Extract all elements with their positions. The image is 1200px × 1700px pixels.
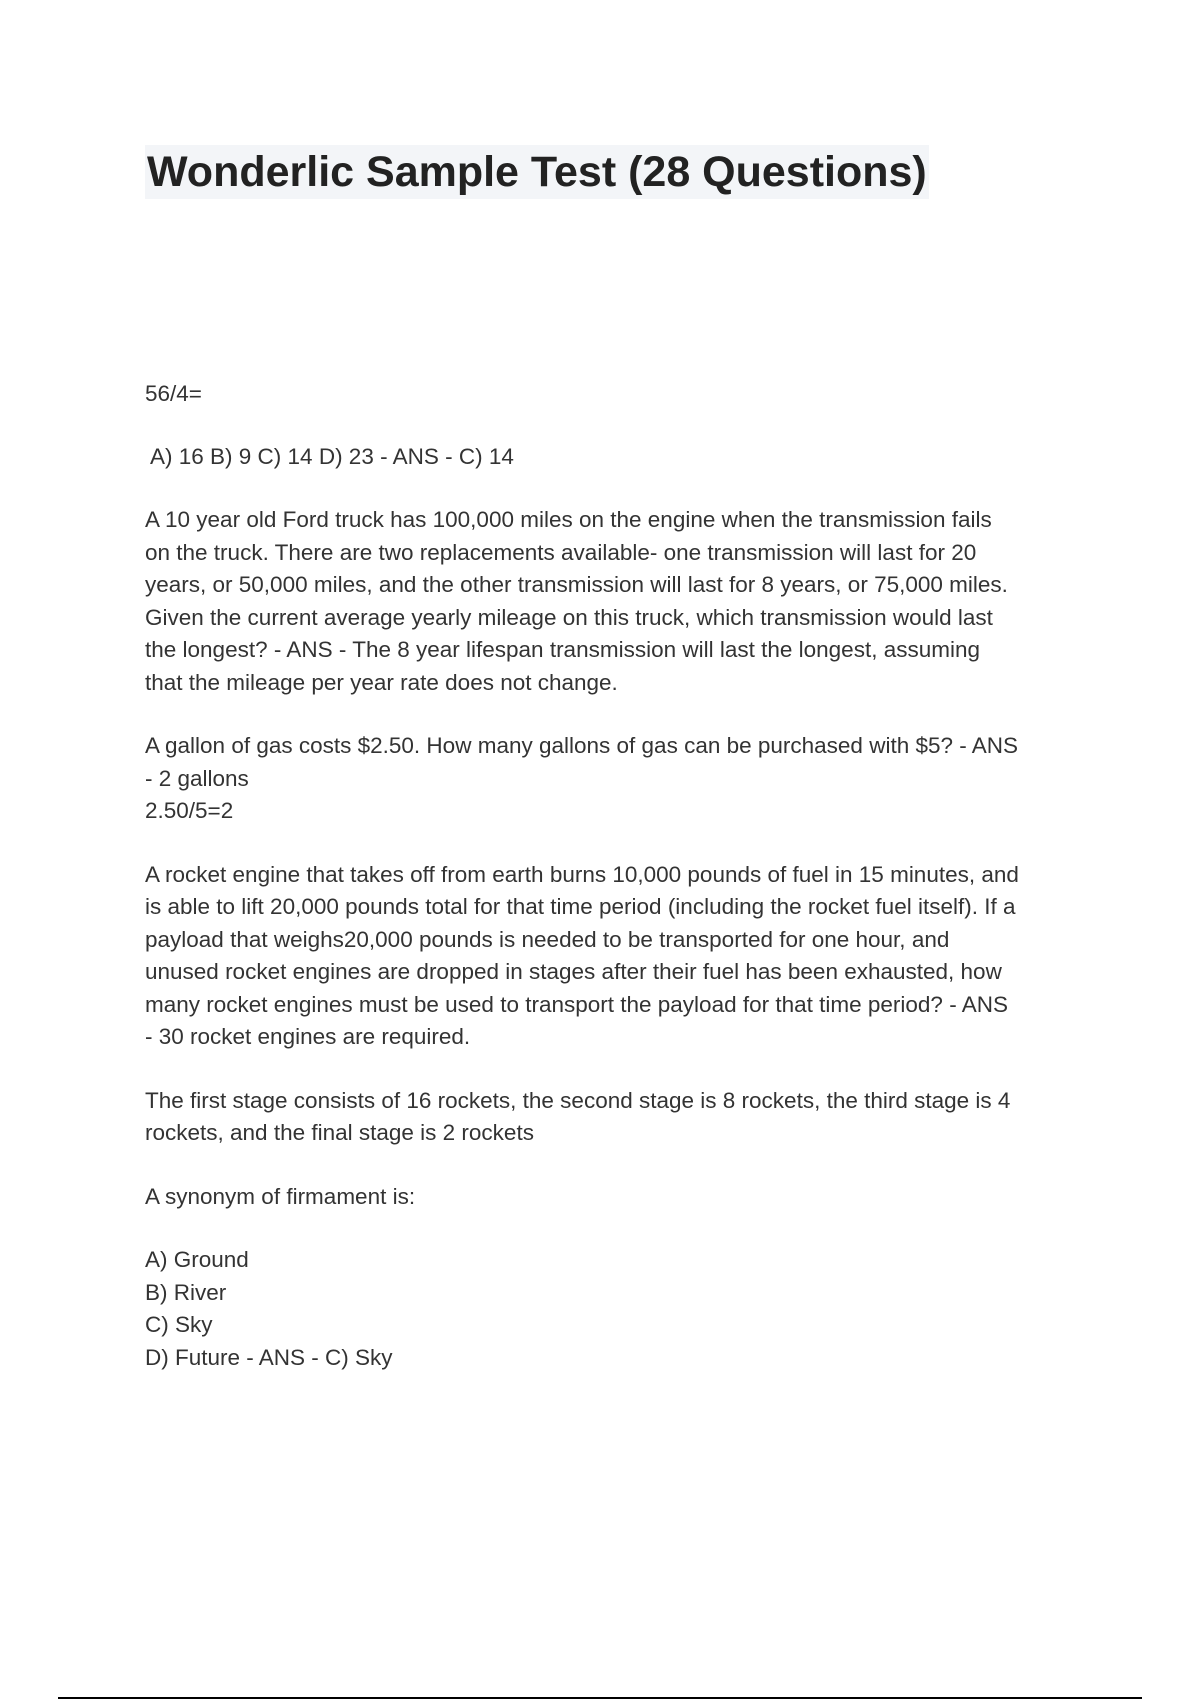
document-body [145, 378, 1095, 1374]
question-2-line: the longest? - ANS - The 8 year lifespan transmission will last the longest, assuming [145, 637, 980, 662]
question-4-line: A rocket engine that takes off from earth burns 10,000 pounds of fuel in 15 minutes, and [145, 861, 1019, 887]
option-item: D) Future - ANS - C) Sky [145, 1344, 393, 1370]
question-2-line: years, or 50,000 miles, and the other transmission will last for 8 years, or 75,000 miles. [145, 572, 1008, 597]
spacer [145, 1213, 1095, 1244]
option-item: C) Sky [145, 1312, 213, 1337]
question-2-line: Given the current average yearly mileage on this truck, which transmission would last [145, 604, 993, 630]
question-4-line: - 30 rocket engines are required. [145, 1024, 471, 1049]
spacer [145, 473, 1095, 504]
question-3-line: - 2 gallons [145, 765, 249, 791]
question-1-answer: A) 16 B) 9 C) 14 D) 23 - ANS - C) 14 [150, 443, 514, 469]
question-4-line: is able to lift 20,000 pounds total for that time period (including the rocket fuel itself). If a [145, 894, 1016, 919]
question-4-line: unused rocket engines are dropped in stages after their fuel has been exhausted, how [145, 959, 1002, 984]
question-4 [145, 859, 1095, 1054]
question-4-note-line: The first stage consists of 16 rockets, the second stage is 8 rockets, the third stage is 4 [145, 1087, 1011, 1113]
page-bottom-rule [58, 1697, 1142, 1699]
question-5-options [145, 1244, 1095, 1374]
question-4-line: payload that weighs20,000 pounds is needed to be transported for one hour, and [145, 926, 950, 952]
question-4-note-line: rockets, and the final stage is 2 rockets [145, 1120, 534, 1145]
question-4-note [145, 1085, 1095, 1150]
spacer [145, 699, 1095, 730]
question-2-line: A 10 year old Ford truck has 100,000 miles on the engine when the transmission fails [145, 507, 992, 532]
question-3-line: 2.50/5=2 [145, 798, 234, 823]
option-item: B) River [145, 1279, 227, 1305]
question-2-line: on the truck. There are two replacements available- one transmission will last for 20 [145, 539, 977, 565]
question-3 [145, 730, 1095, 828]
question-5: A synonym of firmament is: [145, 1183, 416, 1209]
spacer [145, 1150, 1095, 1181]
question-3-line: A gallon of gas costs $2.50. How many gallons of gas can be purchased with $5? - ANS [145, 733, 1019, 758]
question-2 [145, 504, 1095, 699]
spacer [145, 828, 1095, 859]
spacer [145, 1054, 1095, 1085]
question-1: 56/4= [145, 381, 202, 406]
option-item: A) Ground [145, 1247, 249, 1272]
question-4-line: many rocket engines must be used to transport the payload for that time period? - ANS [145, 991, 1008, 1017]
document-title: Wonderlic Sample Test (28 Questions) [145, 145, 929, 199]
question-2-line: that the mileage per year rate does not change. [145, 669, 618, 695]
spacer [145, 411, 1095, 441]
